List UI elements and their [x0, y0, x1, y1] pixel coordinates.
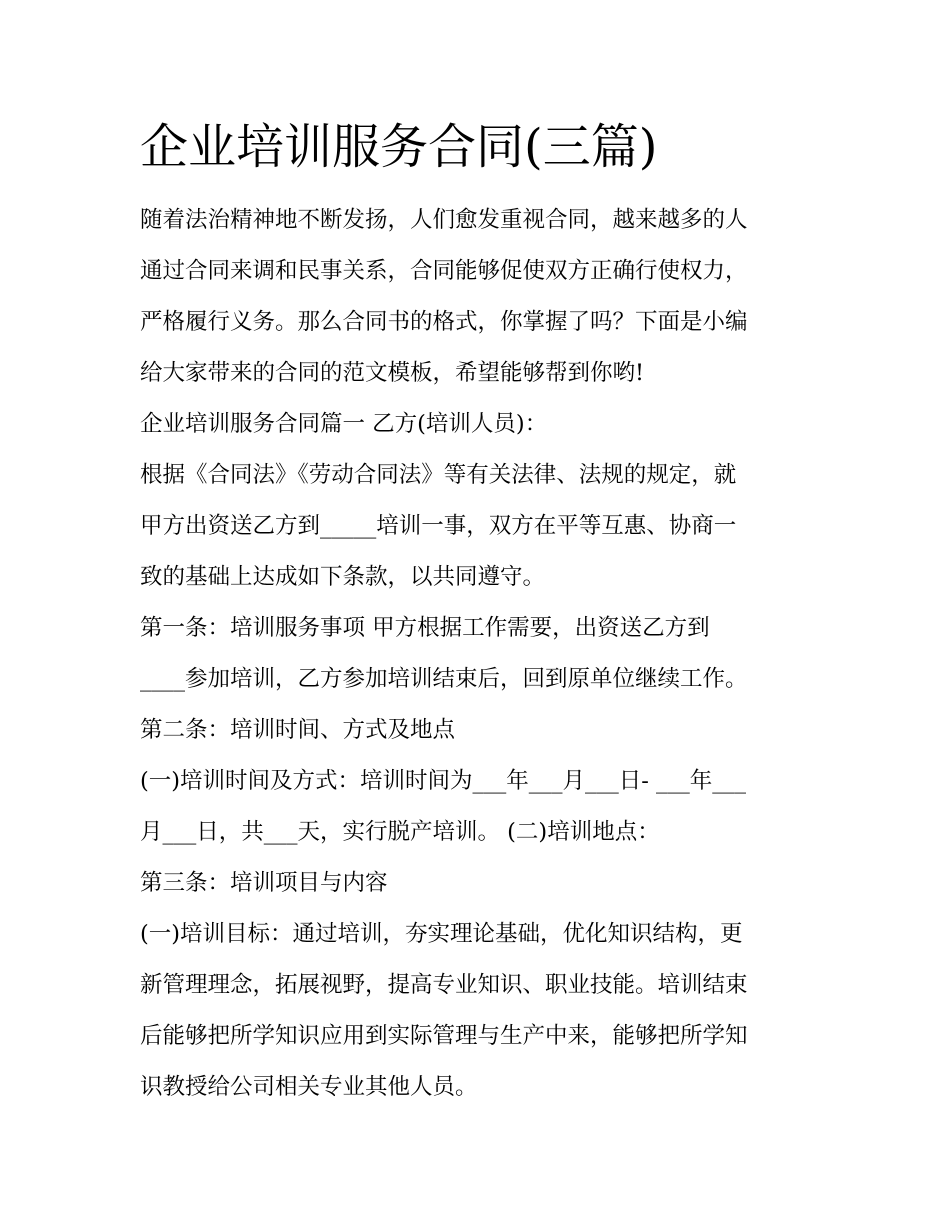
paragraph-line: 通过合同来调和民事关系，合同能够促使双方正确行使权力，: [140, 258, 748, 284]
article-line: 第一条：培训服务事项 甲方根据工作需要，出资送乙方到: [140, 615, 710, 641]
document-title: 企业培训服务合同(三篇): [140, 119, 658, 175]
paragraph-line: 甲方出资送乙方到_____培训一事，双方在平等互惠、协商一: [140, 513, 737, 539]
paragraph-line: 严格履行义务。那么合同书的格式，你掌握了吗？下面是小编: [140, 309, 748, 335]
paragraph-line: (一)培训目标：通过培训，夯实理论基础，优化知识结构，更: [140, 921, 743, 947]
paragraph-line: 致的基础上达成如下条款，以共同遵守。: [140, 564, 546, 590]
section-heading-line: 企业培训服务合同篇一 乙方(培训人员)：: [140, 411, 548, 437]
article-line: 第二条：培训时间、方式及地点: [140, 717, 456, 743]
paragraph-line: 新管理理念，拓展视野，提高专业知识、职业技能。培训结束: [140, 972, 748, 998]
paragraph-line: (一)培训时间及方式：培训时间为___年___月___日- ___年___: [140, 768, 747, 794]
paragraph-line: 月___日，共___天，实行脱产培训。 (二)培训地点：: [140, 819, 660, 845]
paragraph-line: 后能够把所学知识应用到实际管理与生产中来，能够把所学知: [140, 1023, 748, 1049]
paragraph-line: ____参加培训，乙方参加培训结束后，回到原单位继续工作。: [140, 666, 748, 692]
paragraph-line: 根据《合同法》《劳动合同法》等有关法律、法规的规定，就: [140, 462, 737, 488]
paragraph-line: 给大家带来的合同的范文模板，希望能够帮到你哟!: [140, 360, 645, 386]
article-line: 第三条：培训项目与内容: [140, 870, 388, 896]
paragraph-line: 识教授给公司相关专业其他人员。: [140, 1074, 478, 1100]
paragraph-line: 随着法治精神地不断发扬，人们愈发重视合同，越来越多的人: [140, 207, 748, 233]
